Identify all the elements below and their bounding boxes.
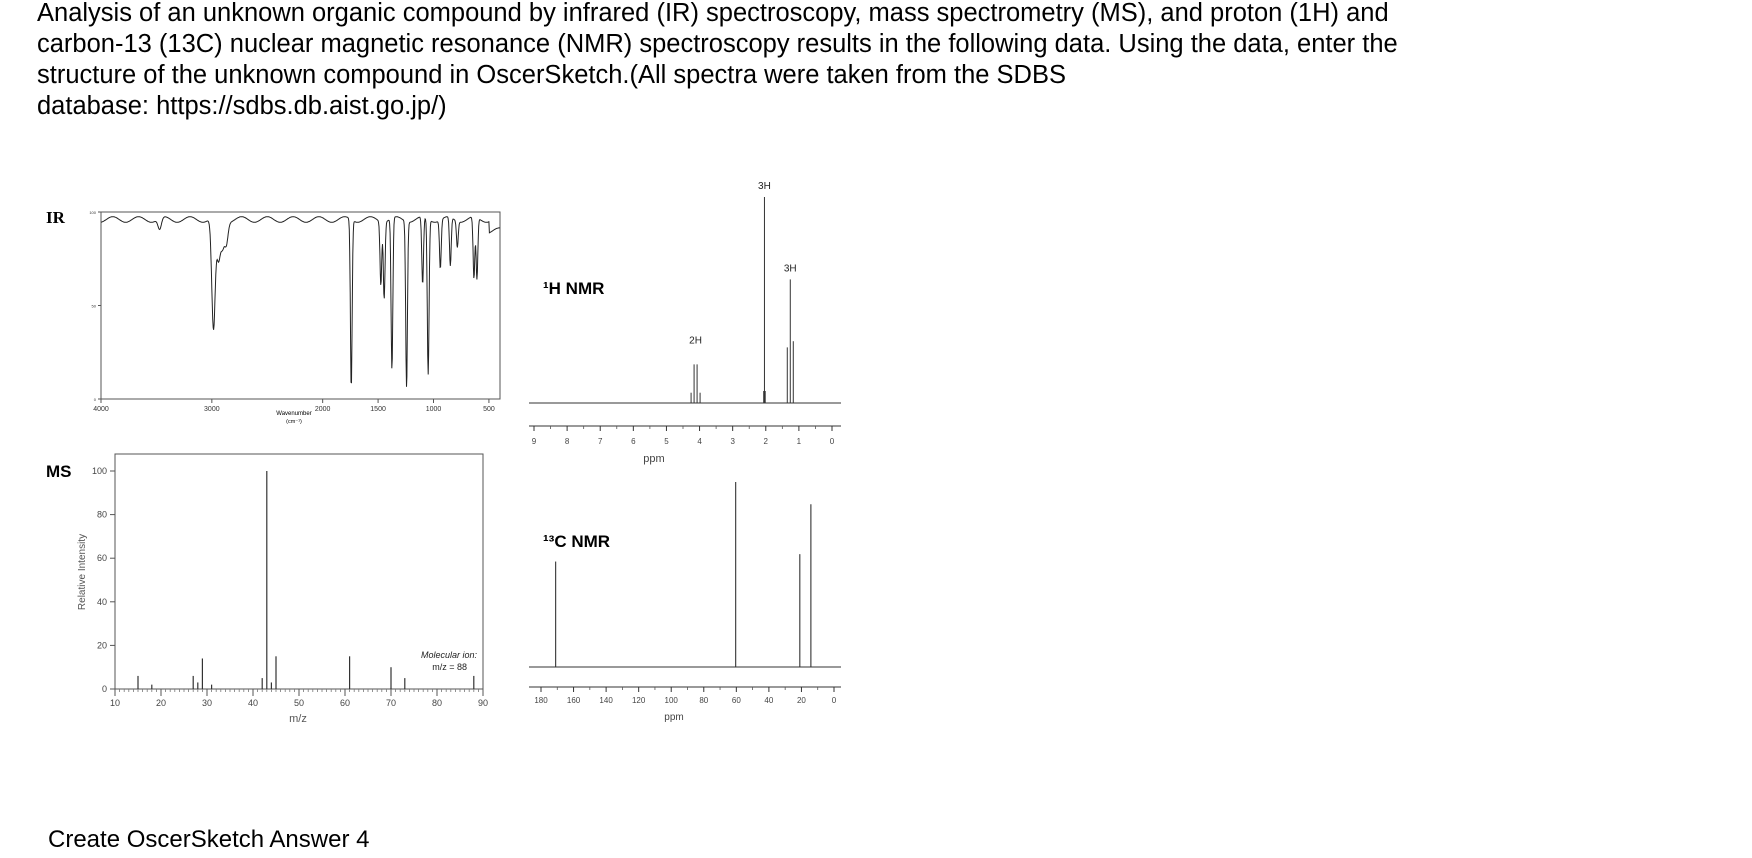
ir-spectrum (46, 208, 500, 425)
h-nmr-panel-label: ¹H NMR (543, 279, 605, 298)
h-nmr-peaks (689, 181, 796, 403)
question-line: Analysis of an unknown organic compound by infrared (IR) spectroscopy, mass spectrometry (MS), and proton (1H) and (37, 0, 1389, 27)
h-nmr-x-tick-label: 2 (763, 437, 769, 446)
h-nmr-x-tick-label: 9 (531, 437, 537, 446)
ms-ylabel: Relative Intensity (77, 533, 88, 611)
ms-x-tick-label: 60 (339, 698, 351, 708)
h-nmr-integration-label: 3H (758, 181, 771, 192)
ms-x-tick-label: 40 (247, 698, 259, 708)
ms-x-tick-label: 20 (155, 698, 167, 708)
h-nmr-integration-label: 2H (689, 335, 702, 347)
ms-x-tick-label: 90 (477, 698, 489, 708)
h-nmr-x-tick-label: 5 (664, 437, 669, 446)
question-line: carbon-13 (13C) nuclear magnetic resonance (NMR) spectroscopy results in the following data. Using the data, enter the (37, 30, 1398, 58)
ir-y-tick-label: 100 (89, 210, 96, 215)
h-nmr-x-tick-label: 0 (829, 437, 835, 446)
c-nmr-x-tick-label: 60 (731, 696, 741, 705)
ir-x-tick-label: 500 (483, 406, 495, 413)
c-nmr-axis-ticks (534, 687, 836, 705)
question-line: database: https://sdbs.db.aist.go.jp/) (37, 92, 447, 120)
h-nmr-x-tick-label: 1 (796, 437, 802, 446)
c-nmr-x-tick-label: 100 (664, 696, 678, 705)
c-nmr-x-tick-label: 120 (631, 696, 646, 705)
ms-y-tick-label: 100 (91, 466, 107, 476)
c-nmr-x-tick-label: 80 (699, 696, 709, 705)
ir-x-tick-label: 2000 (314, 406, 331, 413)
ms-annotation-line: m/z = 88 (432, 662, 467, 672)
ir-x-tick-label: 1000 (425, 406, 442, 413)
ir-x-tick-label: 4000 (93, 406, 109, 413)
ms-x-tick-label: 50 (293, 698, 305, 708)
ms-y-tick-label: 40 (96, 596, 107, 607)
c-nmr-xlabel: ppm (664, 712, 684, 723)
h-nmr-x-tick-label: 3 (730, 437, 735, 446)
ms-x-tick-label: 10 (109, 698, 121, 708)
c-nmr-x-tick-label: 0 (831, 696, 837, 705)
ir-xlabel: Wavenumber (276, 411, 312, 417)
h-nmr-x-tick-label: 4 (697, 437, 702, 446)
ms-xlabel: m/z (289, 713, 307, 725)
ir-plot-frame (101, 212, 500, 399)
ms-annotation-line: Molecular ion: (420, 650, 477, 660)
c-nmr-x-tick-label: 40 (764, 696, 774, 705)
ms-x-tick-label: 80 (431, 698, 443, 708)
ir-x-tick-label: 1500 (370, 406, 386, 413)
proton-nmr-spectrum (529, 181, 841, 465)
ms-y-tick-label: 0 (101, 684, 107, 694)
ir-axis-ticks (89, 210, 495, 413)
h-nmr-x-tick-label: 7 (597, 437, 603, 446)
ms-y-tick-label: 20 (96, 640, 107, 651)
ir-trace-line (101, 217, 500, 387)
question-line: structure of the unknown compound in OscerSketch.(All spectra were taken from the SDBS (37, 61, 1066, 89)
ms-y-tick-label: 80 (96, 509, 107, 520)
h-nmr-axis-ticks (532, 426, 835, 446)
c-nmr-x-tick-label: 140 (599, 696, 613, 705)
carbon-nmr-spectrum (529, 482, 841, 723)
create-answer-link[interactable]: Create OscerSketch Answer 4 (48, 826, 370, 853)
ms-panel-label: MS (46, 462, 72, 481)
c-nmr-x-tick-label: 160 (566, 696, 581, 705)
h-nmr-integration-label: 3H (783, 263, 797, 275)
h-nmr-x-tick-label: 8 (564, 437, 570, 446)
ir-y-tick-label: 50 (91, 303, 96, 309)
ir-y-tick-label: 0 (93, 397, 96, 402)
ms-x-tick-label: 70 (385, 698, 397, 708)
ir-xlabel-unit: (cm⁻¹) (286, 419, 302, 425)
ir-x-tick-label: 3000 (204, 406, 220, 413)
ms-axis-ticks (92, 466, 488, 708)
c-nmr-peaks (556, 482, 811, 667)
h-nmr-xlabel: ppm (643, 453, 665, 465)
c-nmr-x-tick-label: 20 (796, 696, 806, 705)
c-nmr-x-tick-label: 180 (534, 696, 548, 705)
ir-panel-label: IR (46, 208, 65, 227)
mass-spectrum (46, 454, 488, 725)
ms-x-tick-label: 30 (201, 698, 213, 708)
ms-y-tick-label: 60 (96, 553, 107, 564)
h-nmr-x-tick-label: 6 (631, 437, 636, 446)
c-nmr-panel-label: ¹³C NMR (543, 532, 611, 551)
